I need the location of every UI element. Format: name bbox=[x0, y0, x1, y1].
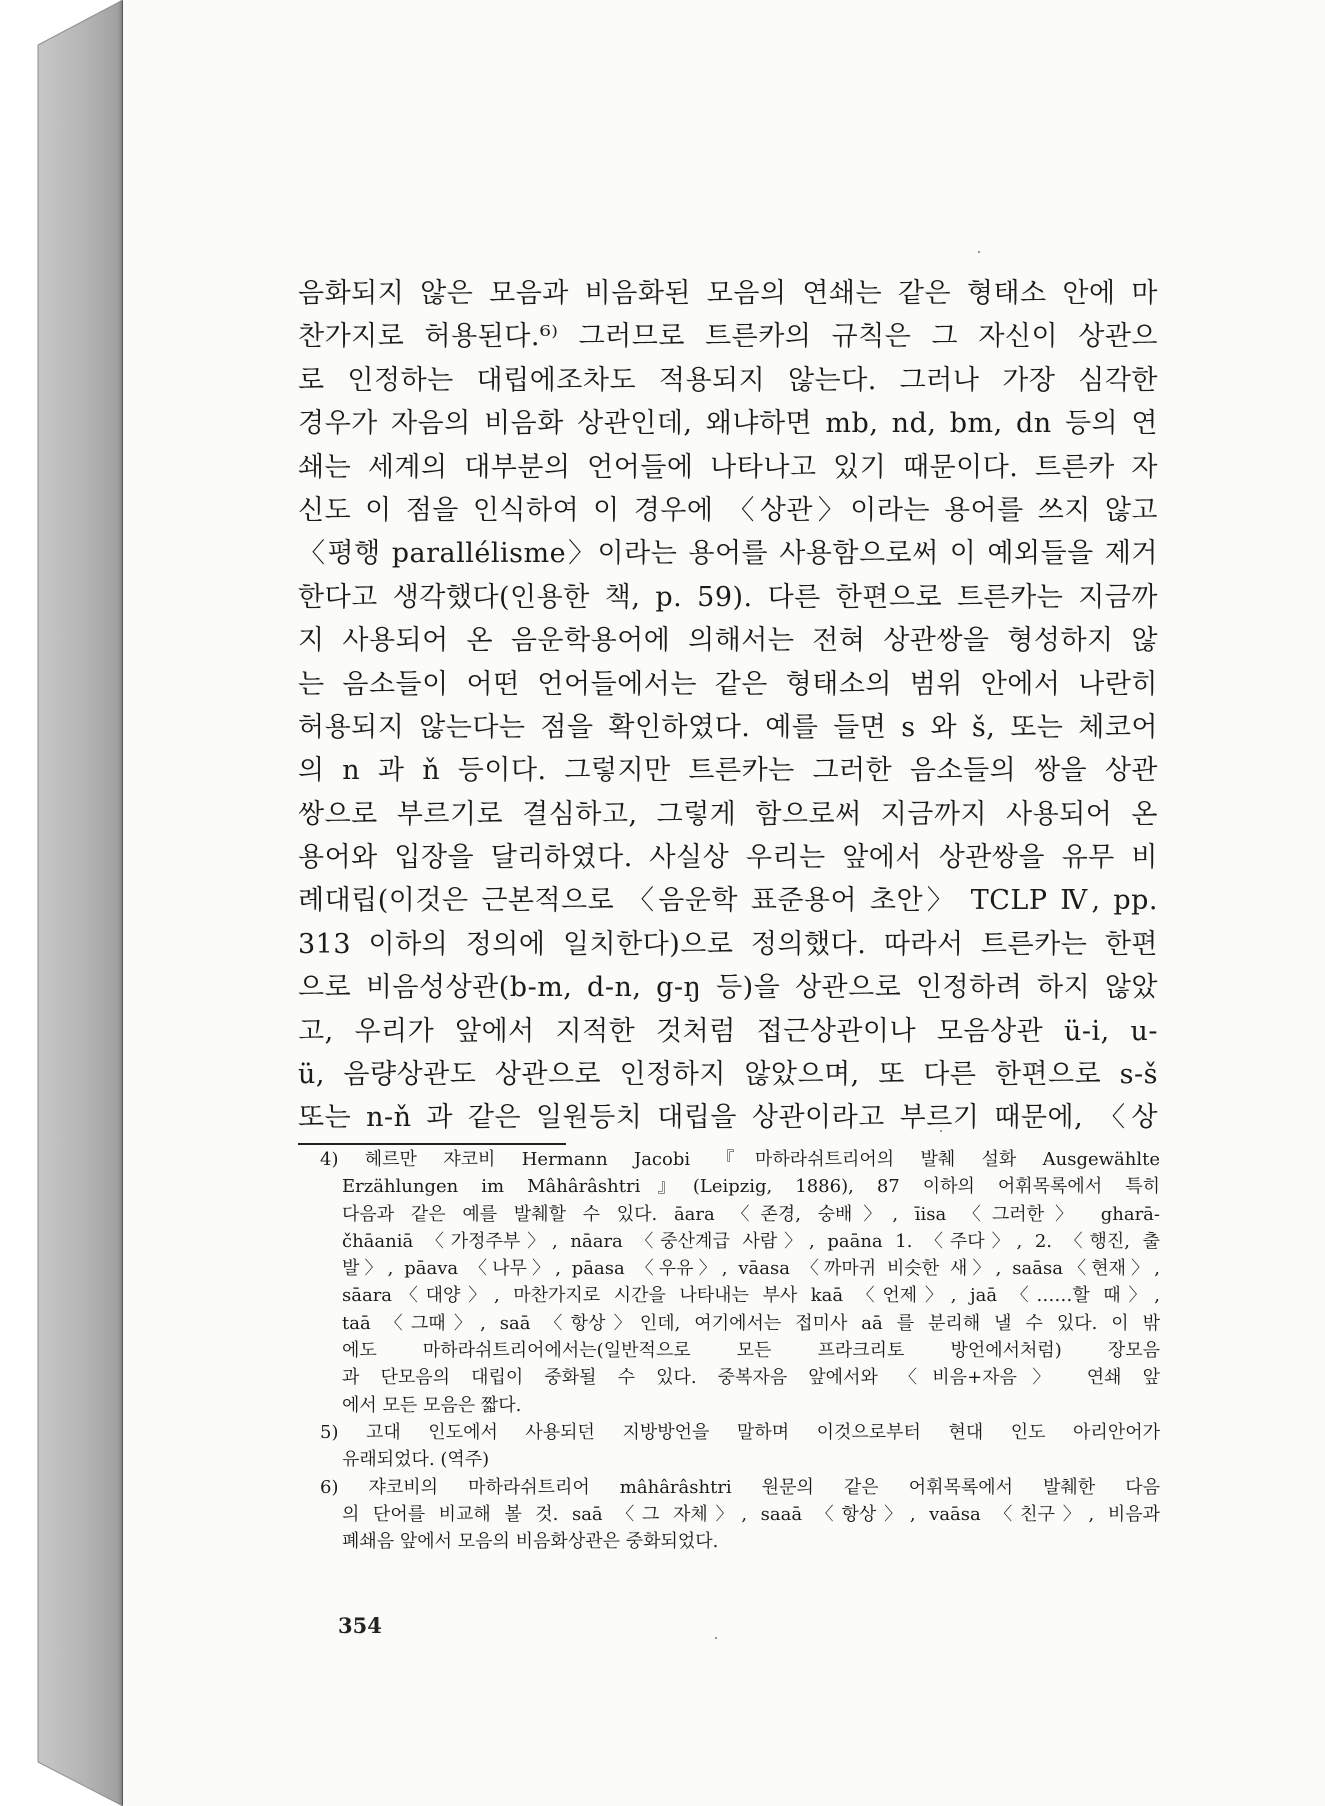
body-line: 경우가 자음의 비음화 상관인데, 왜냐하면 mb, nd, bm, dn 등의 연 bbox=[298, 408, 1158, 440]
body-line: 의 n 과 ň 등이다. 그렇지만 트른카는 그러한 음소들의 쌍을 상관 bbox=[298, 755, 1158, 787]
footnote-line: sāara〈대양〉, 마찬가지로 시간을 나타내는 부사 kaā 〈언제〉, jaā 〈……할 때〉, bbox=[342, 1285, 1160, 1307]
body-line: 고, 우리가 앞에서 지적한 것처럼 접근상관이나 모음상관 ü-i, u- bbox=[298, 1015, 1158, 1047]
body-line: 음화되지 않은 모음과 비음화된 모음의 연쇄는 같은 형태소 안에 마 bbox=[298, 278, 1158, 309]
body-text bbox=[298, 272, 1158, 1140]
body-line: 한다고 생각했다(인용한 책, p. 59). 다른 한편으로 트른카는 지금까 bbox=[298, 581, 1158, 613]
body-line: 〈평행 parallélisme〉이라는 용어를 사용함으로써 이 예외들을 제거 bbox=[298, 538, 1158, 570]
footnote-line: taā 〈그때〉, saā 〈항상〉인데, 여기에서는 접미사 aā 를 분리해 낼 수 있다. 이 밖 bbox=[342, 1312, 1160, 1334]
body-line: 용어와 입장을 달리하였다. 사실상 우리는 앞에서 상관쌍을 유무 비 bbox=[298, 842, 1158, 874]
footnote-line: 에도 마하라쉬트리어에서는(일반적으로 모든 프라크리토 방언에서처럼) 장모음 bbox=[342, 1340, 1160, 1362]
body-line: ü, 음량상관도 상관으로 인정하지 않았으며, 또 다른 한편으로 s-š bbox=[298, 1059, 1158, 1091]
footnote-line: 과 단모음의 대립이 중화될 수 있다. 중복자음 앞에서와 〈비음+자음〉 연쇄 앞 bbox=[342, 1367, 1160, 1389]
scan-speck bbox=[715, 1637, 717, 1639]
footnotes bbox=[320, 1146, 1160, 1555]
footnote-line: 4) 헤르만 쟈코비 Hermann Jacobi 『마하라쉬트리어의 발췌 설화 Ausgewählte bbox=[320, 1149, 1160, 1170]
footnote-line: 에서 모든 모음은 짧다. bbox=[342, 1394, 522, 1416]
footnote-line: 발〉, pāava 〈나무〉, pāasa 〈우유〉, vāasa 〈까마귀 비슷한 새〉, saāsa〈현재〉, bbox=[342, 1258, 1160, 1280]
body-line: 례대립(이것은 근본적으로 〈음운학 표준용어 초안〉 TCLP Ⅳ, pp. bbox=[298, 885, 1158, 917]
footnote-line: Erzählungen im Mâhârâshtri』(Leipzig, 1886), 87 이하의 어휘목록에서 특히 bbox=[342, 1176, 1160, 1198]
footnote-line: 폐쇄음 앞에서 모음의 비음화상관은 중화되었다. bbox=[342, 1531, 719, 1553]
body-line: 로 인정하는 대립에조차도 적용되지 않는다. 그러나 가장 심각한 bbox=[298, 364, 1158, 396]
footnote-line: 유래되었다. (역주) bbox=[342, 1449, 490, 1471]
body-line: 으로 비음성상관(b-m, d-n, g-ŋ 등)을 상관으로 인정하려 하지 않았 bbox=[298, 972, 1158, 1004]
footnote-line: 5) 고대 인도에서 사용되던 지방방언을 말하며 이것으로부터 현대 인도 아리안어가 bbox=[320, 1421, 1160, 1443]
body-line: 는 음소들이 어떤 언어들에서는 같은 형태소의 범위 안에서 나란히 bbox=[298, 668, 1158, 700]
body-line: 신도 이 점을 인식하여 이 경우에 〈상관〉이라는 용어를 쓰지 않고 bbox=[298, 494, 1158, 526]
body-line: 지 사용되어 온 음운학용어에 의해서는 전혀 상관쌍을 형성하지 않 bbox=[298, 625, 1158, 657]
footnote-divider bbox=[298, 1143, 566, 1145]
body-line: 허용되지 않는다는 점을 확인하였다. 예를 들면 s 와 š, 또는 체코어 bbox=[298, 711, 1158, 743]
footnote-line: 의 단어를 비교해 볼 것. saā 〈그 자체〉, saaā 〈항상〉, vaāsa 〈친구〉, 비음과 bbox=[342, 1503, 1160, 1525]
body-line: 쌍으로 부르기로 결심하고, 그렇게 함으로써 지금까지 사용되어 온 bbox=[298, 798, 1158, 830]
page-number: 354 bbox=[338, 1613, 382, 1638]
body-line: 313 이하의 정의에 일치한다)으로 정의했다. 따라서 트른카는 한편 bbox=[298, 928, 1158, 960]
body-line: 또는 n-ň 과 같은 일원등치 대립을 상관이라고 부르기 때문에, 〈상 bbox=[298, 1102, 1158, 1134]
footnote-line: 다음과 같은 예를 발췌할 수 있다. āara 〈존경, 숭배〉, īisa 〈그러한〉 gharā- bbox=[342, 1203, 1160, 1225]
footnote-line: 6) 쟈코비의 마하라쉬트리어 mâhârâshtri 원문의 같은 어휘목록에서 발췌한 다음 bbox=[320, 1476, 1160, 1498]
scan-speck bbox=[978, 251, 980, 253]
body-line: 쇄는 세계의 대부분의 언어들에 나타나고 있기 때문이다. 트른카 자 bbox=[298, 451, 1158, 483]
body-line: 찬가지로 허용된다.⁶⁾ 그러므로 트른카의 규칙은 그 자신이 상관으 bbox=[298, 321, 1158, 353]
footnote-line: čhāaniā 〈가정주부〉, nāara 〈중산계급 사람〉, paāna 1. 〈주다〉, 2. 〈행진, 출 bbox=[342, 1230, 1160, 1252]
